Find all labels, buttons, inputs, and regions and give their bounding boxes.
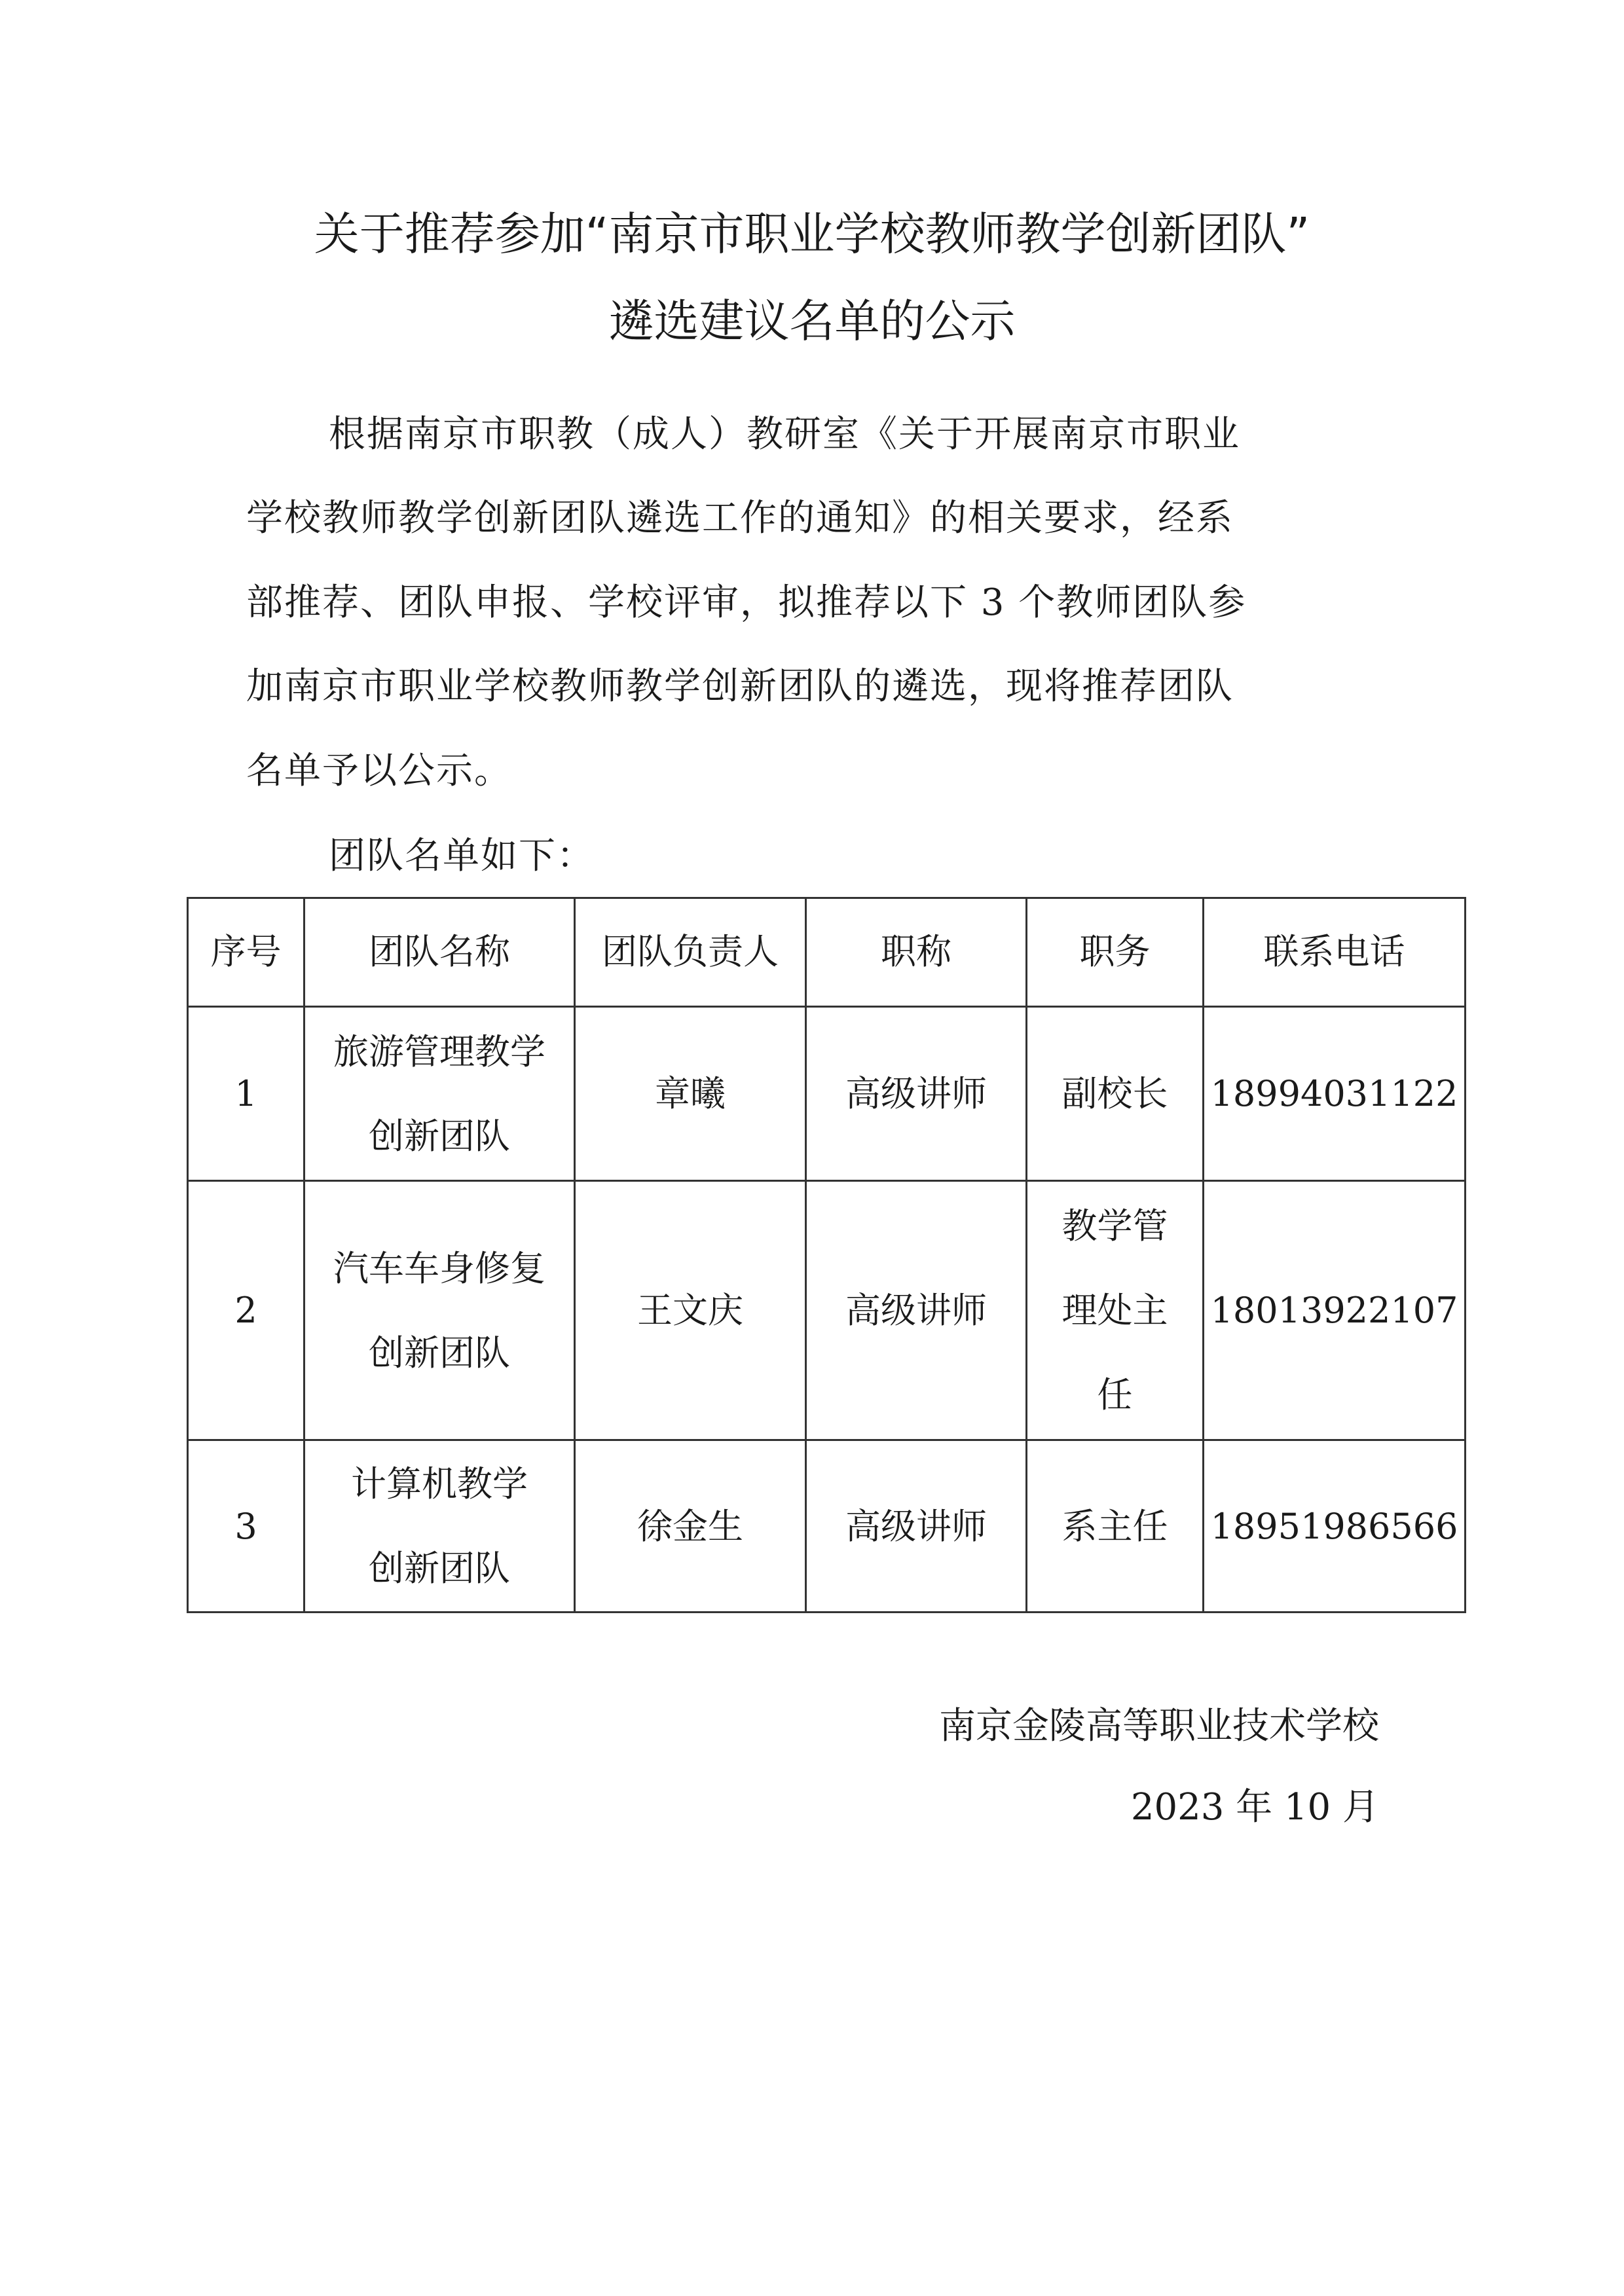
cell-index: 1	[188, 1007, 304, 1181]
cell-position	[1027, 1007, 1204, 1181]
cell-phone: 18951986566	[1204, 1440, 1466, 1613]
body-text-line: 学校教师教学创新团队遴选工作的通知》的相关要求，经系	[246, 497, 1234, 539]
table-row	[188, 1440, 1466, 1613]
document-title-line-2: 遴选建议名单的公示	[608, 295, 1016, 348]
table-row	[188, 1007, 1466, 1181]
position-line: 任	[1097, 1374, 1133, 1415]
signature-date: 2023 年 10 月	[1130, 1786, 1379, 1829]
cell-team-name	[304, 1181, 575, 1440]
cell-leader: 王文庆	[575, 1181, 806, 1440]
cell-team-name	[304, 1007, 575, 1181]
cell-leader: 徐金生	[575, 1440, 806, 1613]
document-title-line-1: 关于推荐参加“南京市职业学校教师教学创新团队”	[314, 208, 1310, 261]
body-text-line: 名单予以公示。	[246, 750, 512, 792]
team-name-line: 创新团队	[369, 1115, 510, 1157]
body-text-line: 加南京市职业学校教师教学创新团队的遴选，现将推荐团队	[246, 665, 1234, 708]
cell-position	[1027, 1181, 1204, 1440]
column-header-phone: 联系电话	[1204, 898, 1466, 1007]
cell-title: 高级讲师	[806, 1181, 1027, 1440]
table-header-row	[188, 898, 1466, 1007]
cell-leader: 章曦	[575, 1007, 806, 1181]
position-line: 副校长	[1061, 1073, 1168, 1114]
cell-title: 高级讲师	[806, 1007, 1027, 1181]
body-text-line: 根据南京市职教（成人）教研室《关于开展南京市职业	[329, 413, 1240, 456]
team-name-line: 汽车车身修复	[333, 1247, 545, 1289]
team-name-line: 创新团队	[369, 1548, 510, 1589]
cell-position	[1027, 1440, 1204, 1613]
column-header-team-name: 团队名称	[304, 898, 575, 1007]
team-list-table	[187, 897, 1466, 1613]
position-line: 系主任	[1061, 1505, 1168, 1547]
position-line: 教学管	[1061, 1205, 1168, 1247]
team-name-line: 创新团队	[369, 1332, 510, 1374]
team-name-line: 计算机教学	[351, 1463, 528, 1504]
column-header-position: 职务	[1027, 898, 1204, 1007]
body-text-line: 部推荐、团队申报、学校评审，拟推荐以下 3 个教师团队参	[246, 581, 1247, 624]
team-name-line: 旅游管理教学	[333, 1030, 545, 1072]
cell-phone: 18994031122	[1204, 1007, 1466, 1181]
team-list-intro: 团队名单如下：	[329, 835, 595, 877]
cell-title: 高级讲师	[806, 1440, 1027, 1613]
column-header-index: 序号	[188, 898, 304, 1007]
cell-team-name	[304, 1440, 575, 1613]
cell-index: 3	[188, 1440, 304, 1613]
cell-index: 2	[188, 1181, 304, 1440]
column-header-leader: 团队负责人	[575, 898, 806, 1007]
position-line: 理处主	[1061, 1290, 1168, 1331]
cell-phone: 18013922107	[1204, 1181, 1466, 1440]
table-row	[188, 1181, 1466, 1440]
signature-organization: 南京金陵高等职业技术学校	[939, 1705, 1379, 1747]
column-header-title: 职称	[806, 898, 1027, 1007]
